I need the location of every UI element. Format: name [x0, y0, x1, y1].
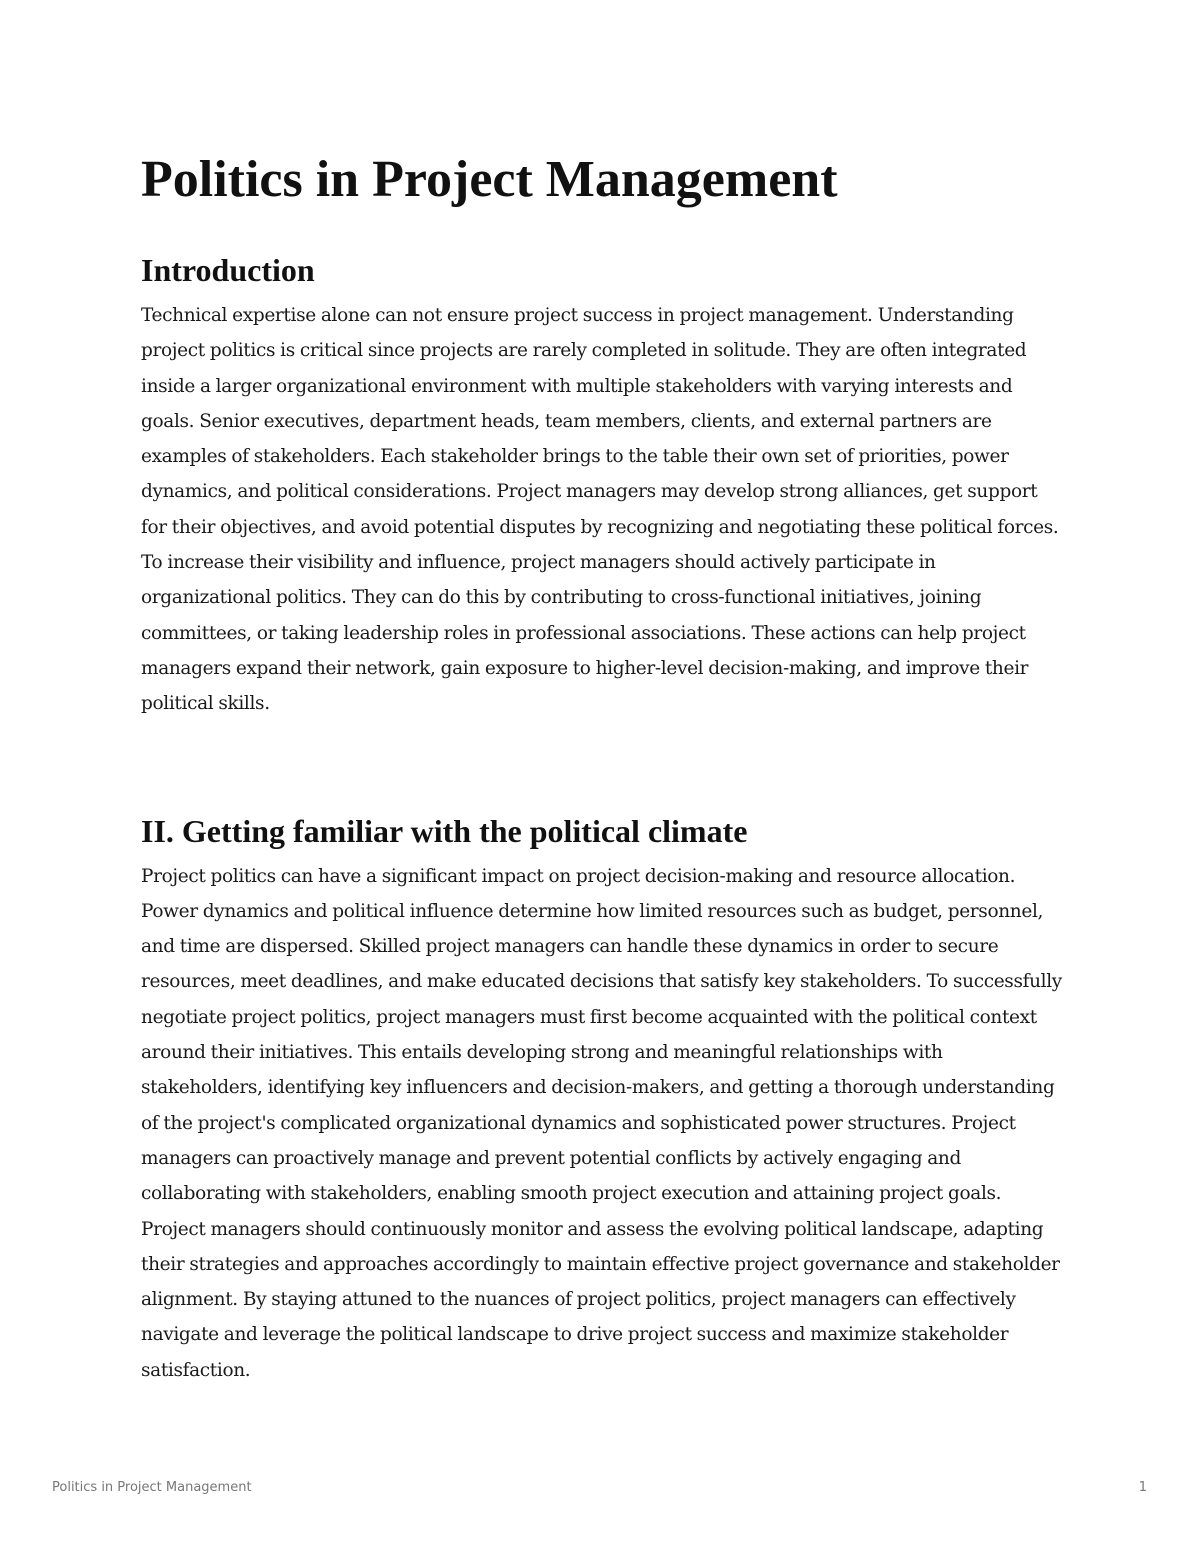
section-paragraph: Project politics can have a significant impact on project decision-making and resource allocation. Power dynamics and political influence determine how limited resources such as budget, personnel, and time are dispersed. Skilled project managers can handle these dynamics in order to secure resources, meet deadlines, and make educated decisions that satisfy key stakeholders. To successfully negotiate project politics, project managers must first become acquainted with the political context around their initiatives. This entails developing strong and meaningful relationships with stakeholders, identifying key influencers and decision-makers, and getting a thorough understanding of the project's complicated organizational dynamics and sophisticated power structures. Project managers can proactively manage and prevent potential conflicts by actively engaging and collaborating with stakeholders, enabling smooth project execution and attaining project goals. Project managers should continuously monitor and assess the evolving political landscape, adapting their strategies and approaches accordingly to maintain effective project governance and stakeholder alignment. By staying attuned to the nuances of project politics, project managers can effectively navigate and leverage the political landscape to drive project success and maximize stakeholder satisfaction.: [141, 865, 1062, 1381]
section-paragraph: Technical expertise alone can not ensure project success in project management. Understanding project politics is critical since projects are rarely completed in solitude. They are often integrated inside a larger organizational environment with multiple stakeholders with varying interests and goals. Senior executives, department heads, team members, clients, and external partners are examples of stakeholders. Each stakeholder brings to the table their own set of priorities, power dynamics, and political considerations. Project managers may develop strong alliances, get support for their objectives, and avoid potential disputes by recognizing and negotiating these political forces. To increase their visibility and influence, project managers should actively participate in organizational politics. They can do this by contributing to cross-functional initiatives, joining committees, or taking leadership roles in professional associations. These actions can help project managers expand their network, gain exposure to higher-level decision-making, and improve their political skills.: [141, 305, 1059, 715]
document-content: [141, 148, 1066, 1388]
section-heading: Introduction: [141, 252, 315, 288]
section-heading: II. Getting familiar with the political climate: [141, 812, 748, 849]
section-introduction: [141, 250, 1066, 722]
section-political-climate: [141, 811, 1066, 1388]
footer-document-title: Politics in Project Management: [52, 1480, 252, 1495]
document-title: Politics in Project Management: [141, 151, 838, 208]
footer-page-number: 1: [1138, 1480, 1147, 1495]
